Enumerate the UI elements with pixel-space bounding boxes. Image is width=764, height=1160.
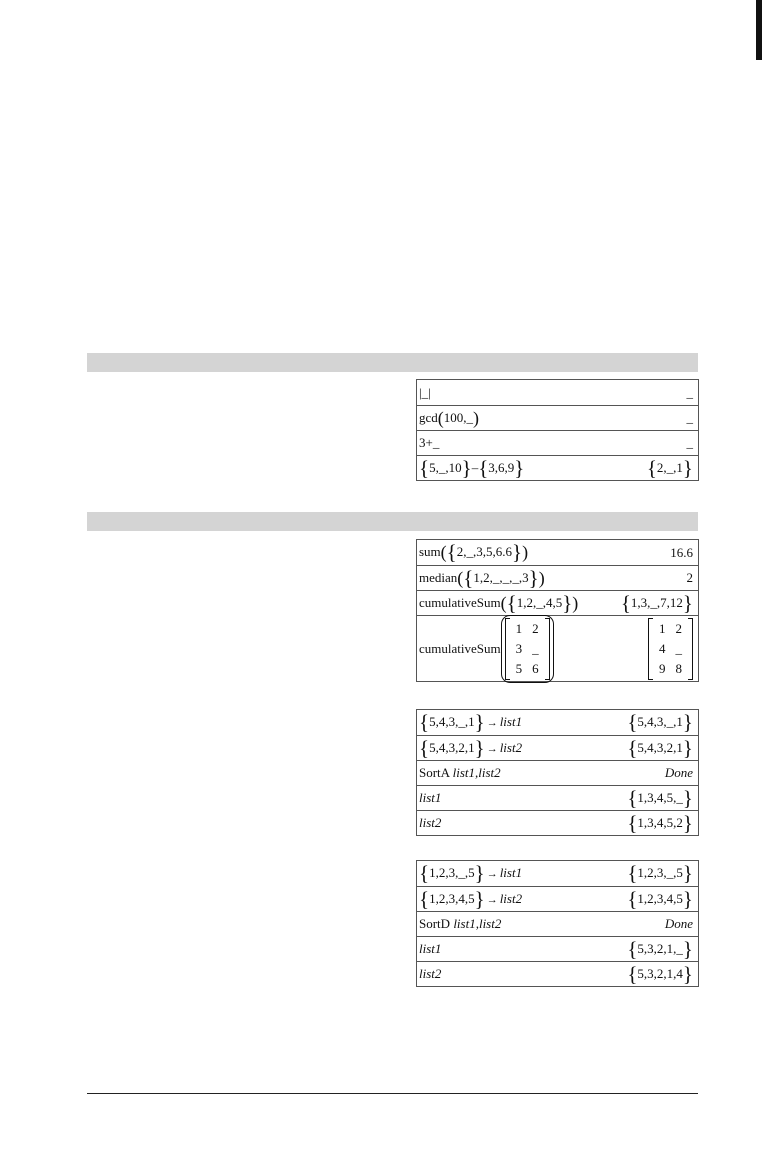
example-output: {5,4,3,2,1} [627, 735, 693, 760]
example-row [417, 936, 698, 961]
example-output: {1,2,3,_,5} [627, 861, 693, 885]
output-matrix: 1 2 4 _ 9 8 [648, 618, 693, 680]
example-input: {1,2,3,4,5} → list2 [419, 886, 523, 911]
example-input: SortA list1,list2 [419, 765, 501, 780]
example-input: {5,_,10}–{3,6,9} [419, 455, 525, 480]
example-input: cumulativeSum 1 2 3 _ 5 6 [419, 615, 554, 683]
example-output: Done [664, 916, 693, 931]
example-input: {1,2,3,_,5} → list1 [419, 861, 523, 885]
page-edge-tab [756, 0, 762, 60]
footer-rule [87, 1093, 698, 1094]
example-table-list-functions [416, 539, 699, 682]
example-output [648, 618, 693, 680]
example-row [417, 961, 698, 986]
example-output: 16.6 [670, 544, 693, 560]
example-row [417, 886, 698, 911]
example-row [417, 565, 698, 590]
example-output: Done [664, 765, 693, 780]
example-row [417, 540, 698, 565]
example-input: {5,4,3,_,1} → list1 [419, 710, 523, 734]
example-output: {1,3,4,5,_} [627, 785, 693, 810]
example-table-sorta [416, 709, 699, 836]
example-row [417, 861, 698, 886]
example-row-matrix [417, 615, 698, 681]
example-output: {1,3,4,5,2} [627, 810, 693, 835]
example-output: _ [686, 410, 693, 425]
example-input: |_| [419, 384, 431, 400]
example-output: _ [686, 384, 693, 400]
example-table-sortd [416, 860, 699, 987]
example-row [417, 735, 698, 760]
section-header-band [87, 512, 698, 531]
example-row [417, 760, 698, 785]
example-row [417, 430, 698, 455]
example-input: {5,4,3,2,1} → list2 [419, 735, 523, 760]
example-output: {1,2,3,4,5} [627, 886, 693, 911]
example-input: cumulativeSum({1,2,_,4,5}) [419, 590, 579, 615]
example-row [417, 911, 698, 936]
input-matrix: 1 2 3 _ 5 6 [505, 618, 550, 680]
example-row [417, 710, 698, 735]
example-input: list2 [419, 815, 442, 830]
example-input: median({1,2,_,_,_,3}) [419, 565, 545, 590]
example-row [417, 455, 698, 480]
example-output: 2 [686, 570, 693, 585]
example-output: {2,_,1} [646, 455, 693, 480]
section-header-band [87, 353, 698, 372]
example-input: list1 [419, 790, 442, 805]
example-input: list2 [419, 966, 442, 981]
example-output: {1,3,_,7,12} [620, 590, 693, 615]
example-row [417, 785, 698, 810]
example-row [417, 405, 698, 430]
example-output: {5,4,3,_,1} [627, 710, 693, 734]
example-input: SortD list1,list2 [419, 916, 502, 931]
example-output: _ [686, 435, 693, 450]
example-input: 3+_ [419, 435, 440, 450]
example-row [417, 380, 698, 405]
example-row [417, 590, 698, 615]
example-input: list1 [419, 941, 442, 956]
example-input: sum({2,_,3,5,6.6}) [419, 540, 529, 564]
example-input: gcd(100,_) [419, 408, 480, 428]
example-row [417, 810, 698, 835]
example-output: {5,3,2,1,4} [627, 961, 693, 986]
example-output: {5,3,2,1,_} [627, 936, 693, 961]
example-table-void-operations [416, 379, 699, 481]
